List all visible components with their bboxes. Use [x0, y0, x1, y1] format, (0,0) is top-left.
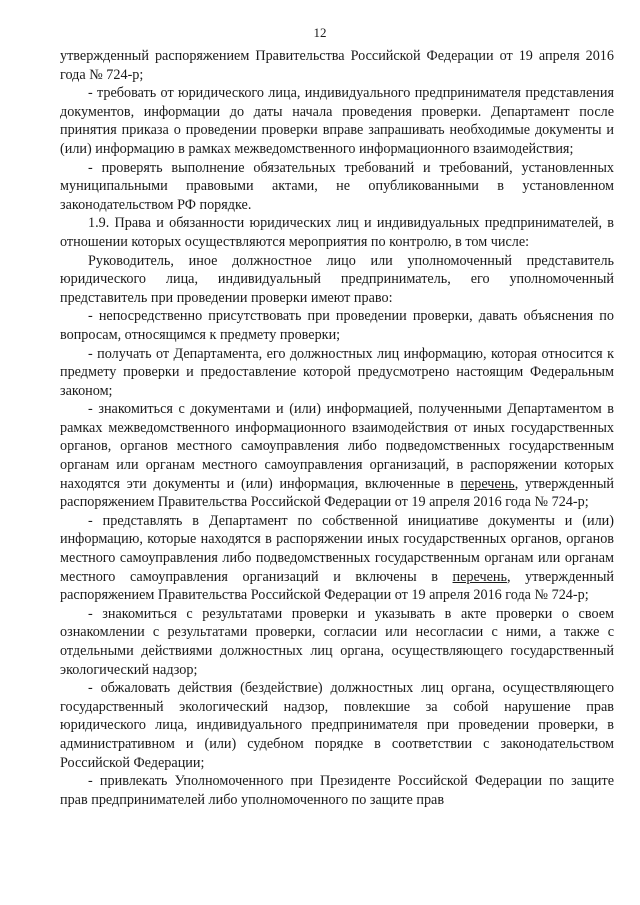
paragraph-text: , утвержденный распоряжением Правительства Российской Федерации от 19 апреля 2016 года № 724-р;: [60, 568, 615, 604]
paragraph-text: , утвержденный распоряжением Правительства Российской Федерации от 19 апреля 2016 года № 724-р;: [60, 475, 614, 511]
perechen-link[interactable]: перечень: [460, 475, 515, 492]
paragraph-text: - представлять в Департамент по собственной инициативе документы и (или) информацию, которые находятся в распоряжении иных государственных органов, органов местного самоуправления либо подведомственных государственным органам или органам местного самоуправления организаций и включены в: [60, 512, 614, 585]
paragraph-continuation: утвержденный распоряжением Правительства Российской Федерации от 19 апреля 2016 года № 724-р;: [60, 48, 614, 83]
paragraph-request-documents: - требовать от юридического лица, индивидуального предпринимателя представления документов, информации до даты начала проведения проверки. Департамент после принятия приказа о проведении проверки вправе запрашивать необходимые документы и (или) информацию в рамках межведомственного информационного взаимодействия;: [60, 85, 614, 157]
paragraph-right-attend: - непосредственно присутствовать при проведении проверки, давать объяснения по вопросам, относящимся к предмету проверки;: [60, 308, 614, 343]
paragraph-right-submit-documents: [60, 512, 614, 605]
paragraph-text: - знакомиться с документами и (или) информацией, полученными Департаментом в рамках межведомственного информационного взаимодействия от иных государственных органов, органов местного самоуправления либо подведомственных государственным органам или органам местного самоуправления организаций, в распоряжении которых находятся эти документы и (или) информация, включенные в: [60, 401, 614, 492]
paragraph-right-review-documents: [60, 400, 614, 512]
document-body: [60, 47, 614, 809]
perechen-link[interactable]: перечень: [452, 568, 507, 585]
section-1-9-heading: 1.9. Права и обязанности юридических лиц и индивидуальных предпринимателей, в отношении которых осуществляются мероприятия по контролю, в том числе:: [60, 215, 614, 250]
page-number: 12: [313, 25, 327, 40]
paragraph-rights-intro: Руководитель, иное должностное лицо или уполномоченный представитель юридического лица, индивидуальный предприниматель, его уполномоченный представитель при проведении проверки имеют право:: [60, 252, 614, 306]
paragraph-right-ombudsman: - привлекать Уполномоченного при Президенте Российской Федерации по защите прав предпринимателей либо уполномоченного по защите прав: [60, 773, 614, 808]
paragraph-right-receive-info: - получать от Департамента, его должностных лиц информацию, которая относится к предмету проверки и предоставление которой предусмотрено настоящим Федеральным законом;: [60, 345, 614, 399]
paragraph-right-review-results: - знакомиться с результатами проверки и указывать в акте проверки о своем ознакомлении с результатами проверки, согласии или несогласии с ними, а также с отдельными действиями должностных лиц органа, осуществляющего государственный экологический надзор;: [60, 605, 614, 678]
paragraph-verify-requirements: - проверять выполнение обязательных требований и требований, установленных муниципальными правовыми актами, не опубликованными в установленном законодательством РФ порядке.: [60, 159, 614, 213]
paragraph-right-appeal: - обжаловать действия (бездействие) должностных лиц органа, осуществляющего государственный экологический надзор, повлекшие за собой нарушение прав юридического лица, индивидуального предпринимателя при проведении проверки, в административном и (или) судебном порядке в соответствии с законодательством Российской Федерации;: [60, 680, 614, 771]
